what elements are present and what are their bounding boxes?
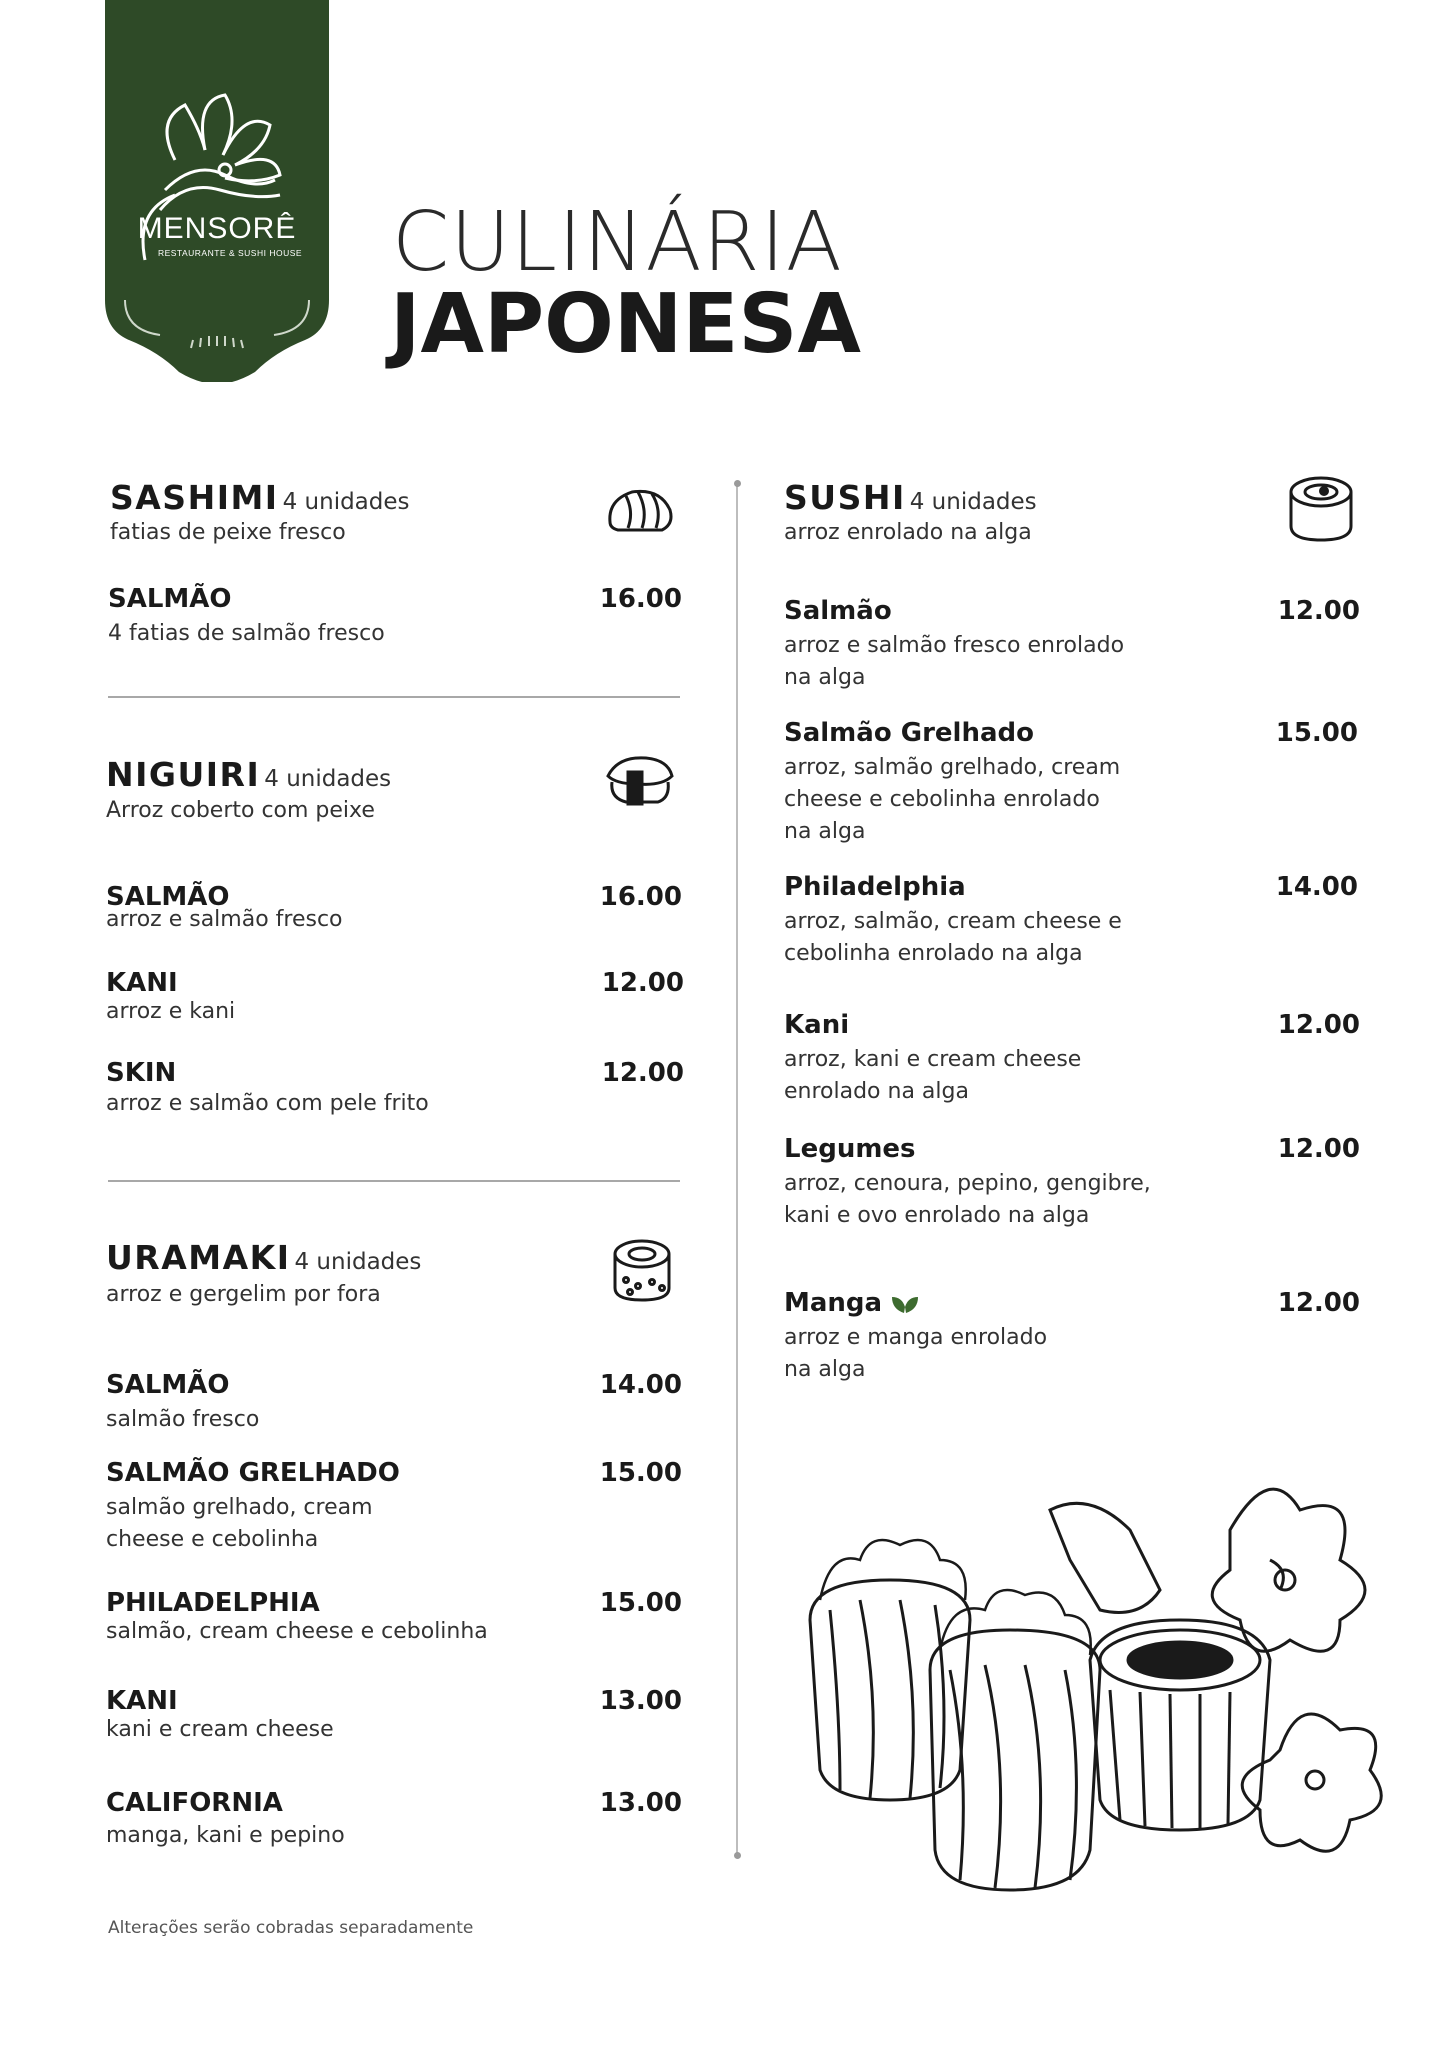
- menu-item-desc: salmão grelhado, cream: [106, 1495, 373, 1520]
- section-units: 4 unidades: [909, 489, 1037, 515]
- menu-item-price: 12.00: [1277, 596, 1360, 626]
- menu-item-desc: na alga: [784, 819, 866, 844]
- menu-item-desc: arroz e kani: [106, 999, 236, 1024]
- menu-item-desc: arroz, salmão, cream cheese e: [784, 909, 1122, 934]
- section-subtitle: arroz e gergelim por fora: [106, 1282, 381, 1307]
- menu-item-price: 15.00: [599, 1458, 682, 1488]
- menu-item-desc: arroz, cenoura, pepino, gengibre,: [784, 1171, 1151, 1196]
- menu-item-name: Salmão Grelhado: [784, 718, 1034, 748]
- menu-item-desc: kani e cream cheese: [106, 1717, 334, 1742]
- vegan-leaf-icon: [890, 1293, 920, 1315]
- section-title: SUSHI: [784, 478, 906, 517]
- section-subtitle: fatias de peixe fresco: [110, 520, 346, 545]
- menu-item-price: 16.00: [599, 882, 682, 912]
- menu-item-desc: 4 fatias de salmão fresco: [108, 621, 385, 646]
- uramaki-icon: [610, 1236, 674, 1306]
- sushi-flower-illustration: [800, 1470, 1400, 1910]
- brand-tagline: RESTAURANTE & SUSHI HOUSE: [157, 248, 303, 258]
- menu-item-desc: cheese e cebolinha: [106, 1527, 319, 1552]
- menu-item-price: 12.00: [1277, 1134, 1360, 1164]
- menu-item-name: SKIN: [106, 1058, 177, 1088]
- menu-item-name: Philadelphia: [784, 872, 966, 902]
- brand-name: MENSORÊ: [137, 212, 297, 245]
- menu-item-desc: kani e ovo enrolado na alga: [784, 1203, 1090, 1228]
- menu-item-name: KANI: [106, 968, 178, 998]
- menu-item-desc: salmão fresco: [106, 1407, 260, 1432]
- menu-item-name: Salmão: [784, 596, 892, 626]
- section-subtitle: arroz enrolado na alga: [784, 520, 1032, 545]
- menu-item-price: 12.00: [601, 968, 684, 998]
- menu-item-name: SALMÃO: [108, 584, 232, 614]
- section-sashimi-header: [110, 478, 410, 517]
- menu-item-desc: arroz e salmão fresco: [106, 907, 343, 932]
- menu-item-name: CALIFORNIA: [106, 1788, 283, 1818]
- page-title-line1: CULINÁRIA: [392, 195, 843, 290]
- menu-item-desc: cheese e cebolinha enrolado: [784, 787, 1100, 812]
- section-sushi-header: [784, 478, 1037, 517]
- menu-item-name: Kani: [784, 1010, 850, 1040]
- menu-item-name: [784, 1288, 920, 1318]
- menu-item-desc: arroz e salmão fresco enrolado: [784, 633, 1125, 658]
- page-title-line2: JAPONESA: [390, 277, 861, 372]
- menu-item-name: PHILADELPHIA: [106, 1588, 320, 1618]
- menu-item-desc: na alga: [784, 665, 866, 690]
- section-title: NIGUIRI: [106, 755, 261, 794]
- menu-item-name: SALMÃO: [106, 1370, 230, 1400]
- section-title: URAMAKI: [106, 1238, 291, 1277]
- menu-item-desc: salmão, cream cheese e cebolinha: [106, 1619, 488, 1644]
- menu-item-price: 16.00: [599, 584, 682, 614]
- menu-item-desc: arroz, kani e cream cheese: [784, 1047, 1082, 1072]
- menu-item-price: 12.00: [1277, 1288, 1360, 1318]
- section-subtitle: Arroz coberto com peixe: [106, 798, 375, 823]
- menu-item-price: 13.00: [599, 1686, 682, 1716]
- menu-item-price: 13.00: [599, 1788, 682, 1818]
- menu-item-name-text: Manga: [784, 1288, 883, 1318]
- divider-dot-bottom: [734, 1852, 741, 1859]
- menu-item-name: SALMÃO GRELHADO: [106, 1458, 400, 1488]
- menu-item-desc: manga, kani e pepino: [106, 1823, 345, 1848]
- divider-dot-top: [734, 480, 741, 487]
- footer-note: Alterações serão cobradas separadamente: [108, 1918, 474, 1938]
- column-divider: [736, 484, 738, 1856]
- menu-item-desc: enrolado na alga: [784, 1079, 969, 1104]
- menu-item-name: Legumes: [784, 1134, 916, 1164]
- section-units: 4 unidades: [294, 1249, 422, 1275]
- menu-item-price: 12.00: [601, 1058, 684, 1088]
- section-niguiri-header: [106, 755, 391, 794]
- menu-item-desc: arroz, salmão grelhado, cream: [784, 755, 1121, 780]
- section-title: SASHIMI: [110, 478, 279, 517]
- menu-item-desc: arroz e salmão com pele frito: [106, 1091, 429, 1116]
- menu-item-price: 14.00: [1275, 872, 1358, 902]
- menu-item-desc: na alga: [784, 1357, 866, 1382]
- sashimi-icon: [604, 484, 676, 536]
- section-separator: [108, 1180, 680, 1182]
- menu-item-name: KANI: [106, 1686, 178, 1716]
- section-units: 4 unidades: [282, 489, 410, 515]
- menu-item-desc: cebolinha enrolado na alga: [784, 941, 1083, 966]
- niguiri-icon: [602, 752, 678, 808]
- brand-banner: [105, 0, 329, 382]
- menu-item-name: SALMÃO: [106, 882, 230, 912]
- section-units: 4 unidades: [264, 766, 392, 792]
- section-uramaki-header: [106, 1238, 421, 1277]
- menu-item-price: 15.00: [1275, 718, 1358, 748]
- menu-item-price: 14.00: [599, 1370, 682, 1400]
- sushi-icon: [1286, 474, 1356, 544]
- menu-item-price: 15.00: [599, 1588, 682, 1618]
- section-separator: [108, 696, 680, 698]
- menu-item-price: 12.00: [1277, 1010, 1360, 1040]
- menu-item-desc: arroz e manga enrolado: [784, 1325, 1048, 1350]
